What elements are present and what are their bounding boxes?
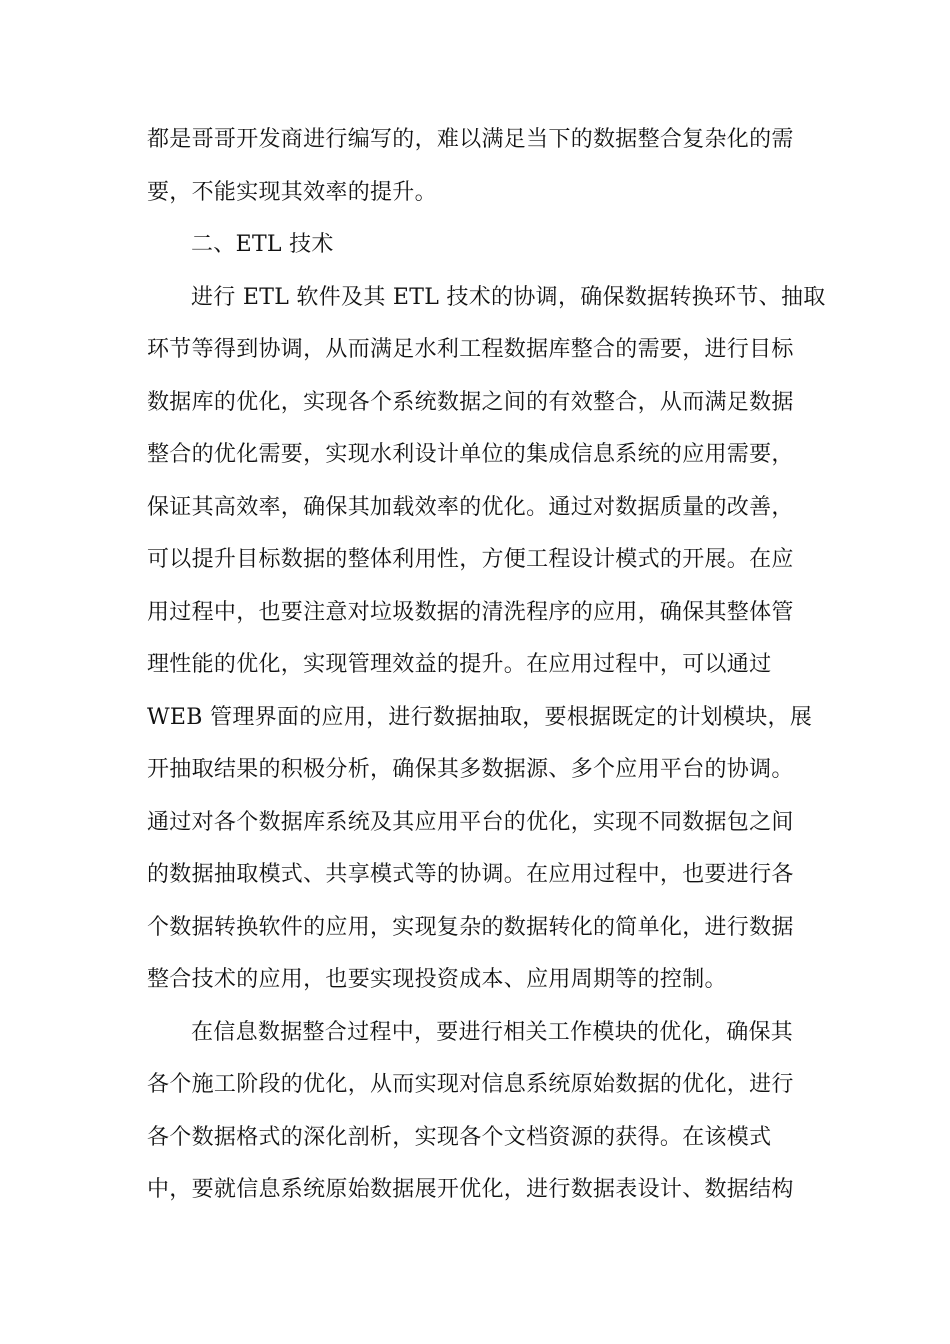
text-line-2: 要，不能实现其效率的提升。 xyxy=(147,179,437,205)
text-line-12: WEB 管理界面的应用，进行数据抽取，要根据既定的计划模块，展 xyxy=(147,704,813,730)
text-line-14: 通过对各个数据库系统及其应用平台的优化，实现不同数据包之间 xyxy=(147,809,794,835)
text-line-15: 的数据抽取模式、共享模式等的协调。在应用过程中，也要进行各 xyxy=(147,862,794,887)
document-body xyxy=(147,114,826,1217)
text-line-7: 整合的优化需要，实现水利设计单位的集成信息系统的应用需要， xyxy=(147,442,794,467)
text-line-10: 用过程中，也要注意对垃圾数据的清洗程序的应用，确保其整体管 xyxy=(147,599,794,625)
text-line-13: 开抽取结果的积极分析，确保其多数据源、多个应用平台的协调。 xyxy=(147,757,794,782)
text-line-21: 中，要就信息系统原始数据展开优化，进行数据表设计、数据结构 xyxy=(147,1177,794,1202)
text-line-4: 进行 ETL 软件及其 ETL 技术的协调，确保数据转换环节、抽取 xyxy=(191,284,826,310)
section-heading: 二、ETL 技术 xyxy=(191,232,334,257)
text-line-6: 数据库的优化，实现各个系统数据之间的有效整合，从而满足数据 xyxy=(147,389,794,415)
text-line-8: 保证其高效率，确保其加载效率的优化。通过对数据质量的改善， xyxy=(147,494,794,520)
text-line-18: 在信息数据整合过程中，要进行相关工作模块的优化，确保其 xyxy=(191,1019,794,1045)
text-line-16: 个数据转换软件的应用，实现复杂的数据转化的简单化，进行数据 xyxy=(147,914,794,940)
text-line-9: 可以提升目标数据的整体利用性，方便工程设计模式的开展。在应 xyxy=(147,547,794,572)
text-line-20: 各个数据格式的深化剖析，实现各个文档资源的获得。在该模式 xyxy=(147,1124,772,1150)
text-line-1: 都是哥哥开发商进行编写的，难以满足当下的数据整合复杂化的需 xyxy=(147,127,794,152)
text-line-19: 各个施工阶段的优化，从而实现对信息系统原始数据的优化，进行 xyxy=(147,1072,794,1097)
text-line-17: 整合技术的应用，也要实现投资成本、应用周期等的控制。 xyxy=(147,967,727,992)
text-line-5: 环节等得到协调，从而满足水利工程数据库整合的需要，进行目标 xyxy=(147,337,794,362)
text-line-11: 理性能的优化，实现管理效益的提升。在应用过程中，可以通过 xyxy=(147,652,772,677)
